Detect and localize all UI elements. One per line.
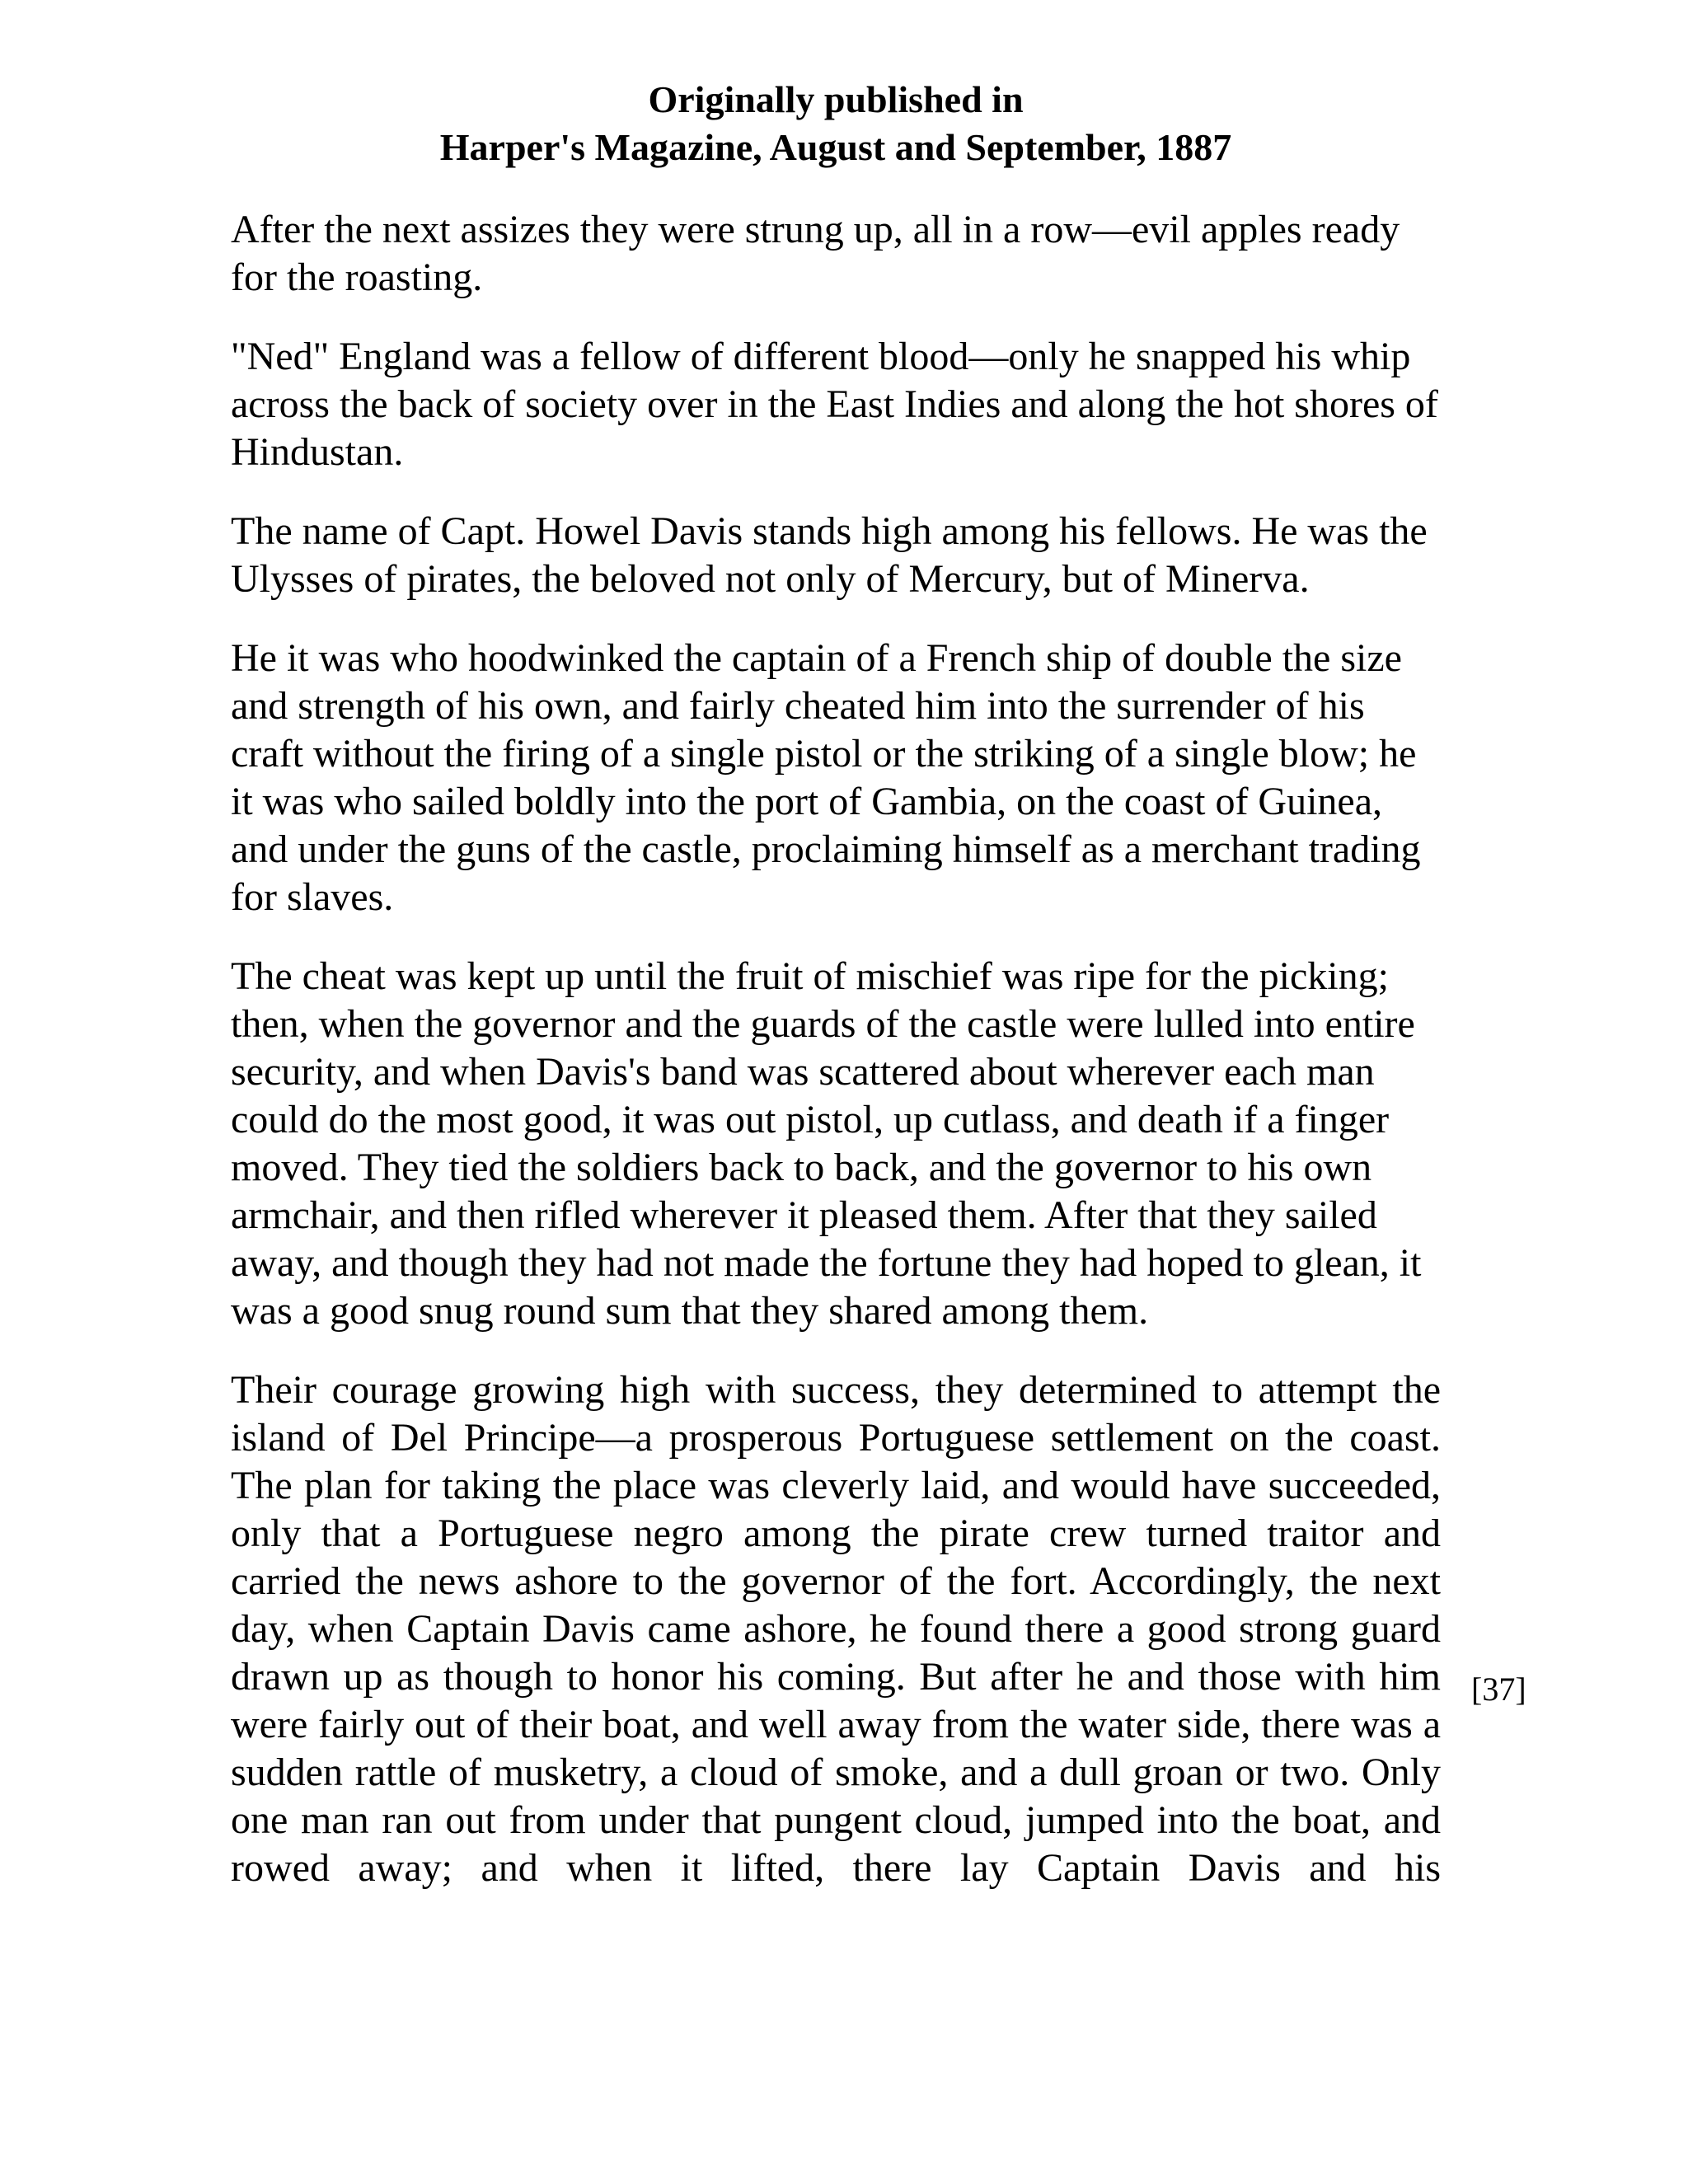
header-line-1: Originally published in xyxy=(648,78,1024,120)
paragraph: Their courage growing high with success, they determined to attempt the island of Del Principe—a prosperous Portuguese settlement on the coast. The plan for taking the place was cleverly laid, and would have succeeded, only that a Portuguese negro among the pirate crew turned traitor and carried the news ashore to the governor of the fort. Accordingly, the next day, when Captain Davis came ashore, he found there a good strong guard drawn up as though to honor his coming. But after he and those with him were fairly out of their boat, and well away from the water side, there was a sudden rattle of musketry, a cloud of smoke, and a dull groan or two. Only one man ran out from under that pungent cloud, jumped into the boat, and rowed away; and when it lifted, there lay Captain Davis and his xyxy=(231,1368,1441,1890)
header-line-2: Harper's Magazine, August and September, 1887 xyxy=(439,126,1232,168)
publication-header xyxy=(231,76,1441,171)
paragraph: He it was who hoodwinked the captain of a French ship of double the size and strength of his own, and fairly cheated him into the surrender of his craft without the firing of a single pistol or the striking of a single blow; he it was who sailed boldly into the port of Gambia, on the coast of Guinea, and under the guns of the castle, proclaiming himself as a merchant trading for slaves. xyxy=(231,636,1421,919)
page-number: [37] xyxy=(1471,1671,1526,1708)
paragraph: The name of Capt. Howel Davis stands high among his fellows. He was the Ulysses of pirates, the beloved not only of Mercury, but of Minerva. xyxy=(231,509,1428,601)
paragraph: "Ned" England was a fellow of different blood—only he snapped his whip across the back of society over in the East Indies and along the hot shores of Hindustan. xyxy=(231,335,1438,474)
paragraph: After the next assizes they were strung up, all in a row—evil apples ready for the roasting. xyxy=(231,208,1400,299)
paragraph: The cheat was kept up until the fruit of mischief was ripe for the picking; then, when the governor and the guards of the castle were lulled into entire security, and when Davis's band was scattered about wherever each man could do the most good, it was out pistol, up cutlass, and death if a finger moved. They tied the soldiers back to back, and the governor to his own armchair, and then rifled wherever it pleased them. After that they sailed away, and though they had not made the fortune they had hoped to glean, it was a good snug round sum that they shared among them. xyxy=(231,954,1422,1333)
body-text xyxy=(231,206,1441,1924)
